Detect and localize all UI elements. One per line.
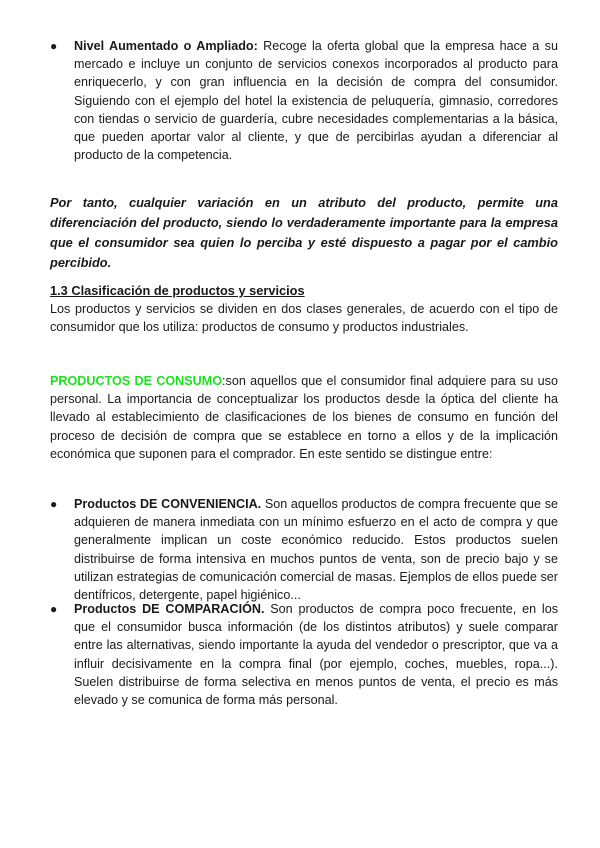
emphasis-paragraph: Por tanto, cualquier variación en un atributo del producto, permite una diferenciación del producto, siendo lo verdaderamente importante para la empresa que el consumidor sea quien lo perciba y esté dispuesto a pagar por el cambio percibido. [50,195,558,270]
bullet-item-nivel-aumentado [50,37,558,164]
section-intro-paragraph: Los productos y servicios se dividen en dos clases generales, de acuerdo con el tipo de consumidor que los utiliza: productos de consumo y productos industriales. [50,302,558,335]
productos-consumo-paragraph [50,372,558,463]
bullet-icon: ● [50,602,58,616]
highlighted-term: PRODUCTOS DE CONSUMO [50,374,223,388]
bullet-body: Son productos de compra poco frecuente, en los que el consumidor busca información (de los distintos atributos) y suele comparar entre las alternativas, siendo importante la ayuda del vendedor o prescriptor, que va a influir decisivamente en la compra final (por ejemplo, coches, muebles, ropa...). Suelen distribuirse de forma selectiva en menos puntos de venta, el precio es más elevado y se comunica de forma más personal. [74,602,558,708]
section-heading: 1.3 Clasificación de productos y servicios [50,283,305,298]
bullet-icon: ● [50,497,58,511]
bullet-item-comparacion [50,600,558,709]
bullet-body: Son aquellos productos de compra frecuente que se adquieren de manera inmediata con un mínimo esfuerzo en el acto de compra y que generalmente implican un coste económico reducido. Estos productos suelen distribuirse de forma intensiva en muchos puntos de venta, son de precio bajo y se utilizan estrategias de comunicación comercial de masas. Ejemplos de ellos puede ser dentífricos, detergente, papel higiénico... [74,497,558,603]
bullet-item-conveniencia [50,495,558,604]
paragraph-body: :son aquellos que el consumidor final adquiere para su uso personal. La importancia de conceptualizar los productos desde la óptica del cliente ha llevado al establecimiento de clasificaciones de los bienes de consumo en función del proceso de decisión de compra que se establece en torno a ellos y de la implicación económica que suponen para el comprador. En este sentido se distingue entre: [50,374,558,461]
bullet-text [74,495,558,604]
bullet-text [74,37,558,164]
bullet-body: Recoge la oferta global que la empresa hace a su mercado e incluye un conjunto de servicios conexos incorporados al producto para enriquecerlo, y con gran influencia en la decisión de compra del consumidor. Siguiendo con el ejemplo del hotel la existencia de peluquería, gimnasio, corredores con tiendas o servicio de guardería, cubre necesidades complementarias a la básica, que pueden aportar valor al cliente, y que de percibirlas ayudan a diferenciar al producto de la competencia. [74,39,558,163]
bullet-icon: ● [50,39,58,53]
bullet-label: Productos DE CONVENIENCIA. [74,497,262,511]
bullet-label: Productos DE COMPARACIÓN. [74,602,265,616]
bullet-label: Nivel Aumentado o Ampliado: [74,39,258,53]
bullet-text [74,600,558,709]
